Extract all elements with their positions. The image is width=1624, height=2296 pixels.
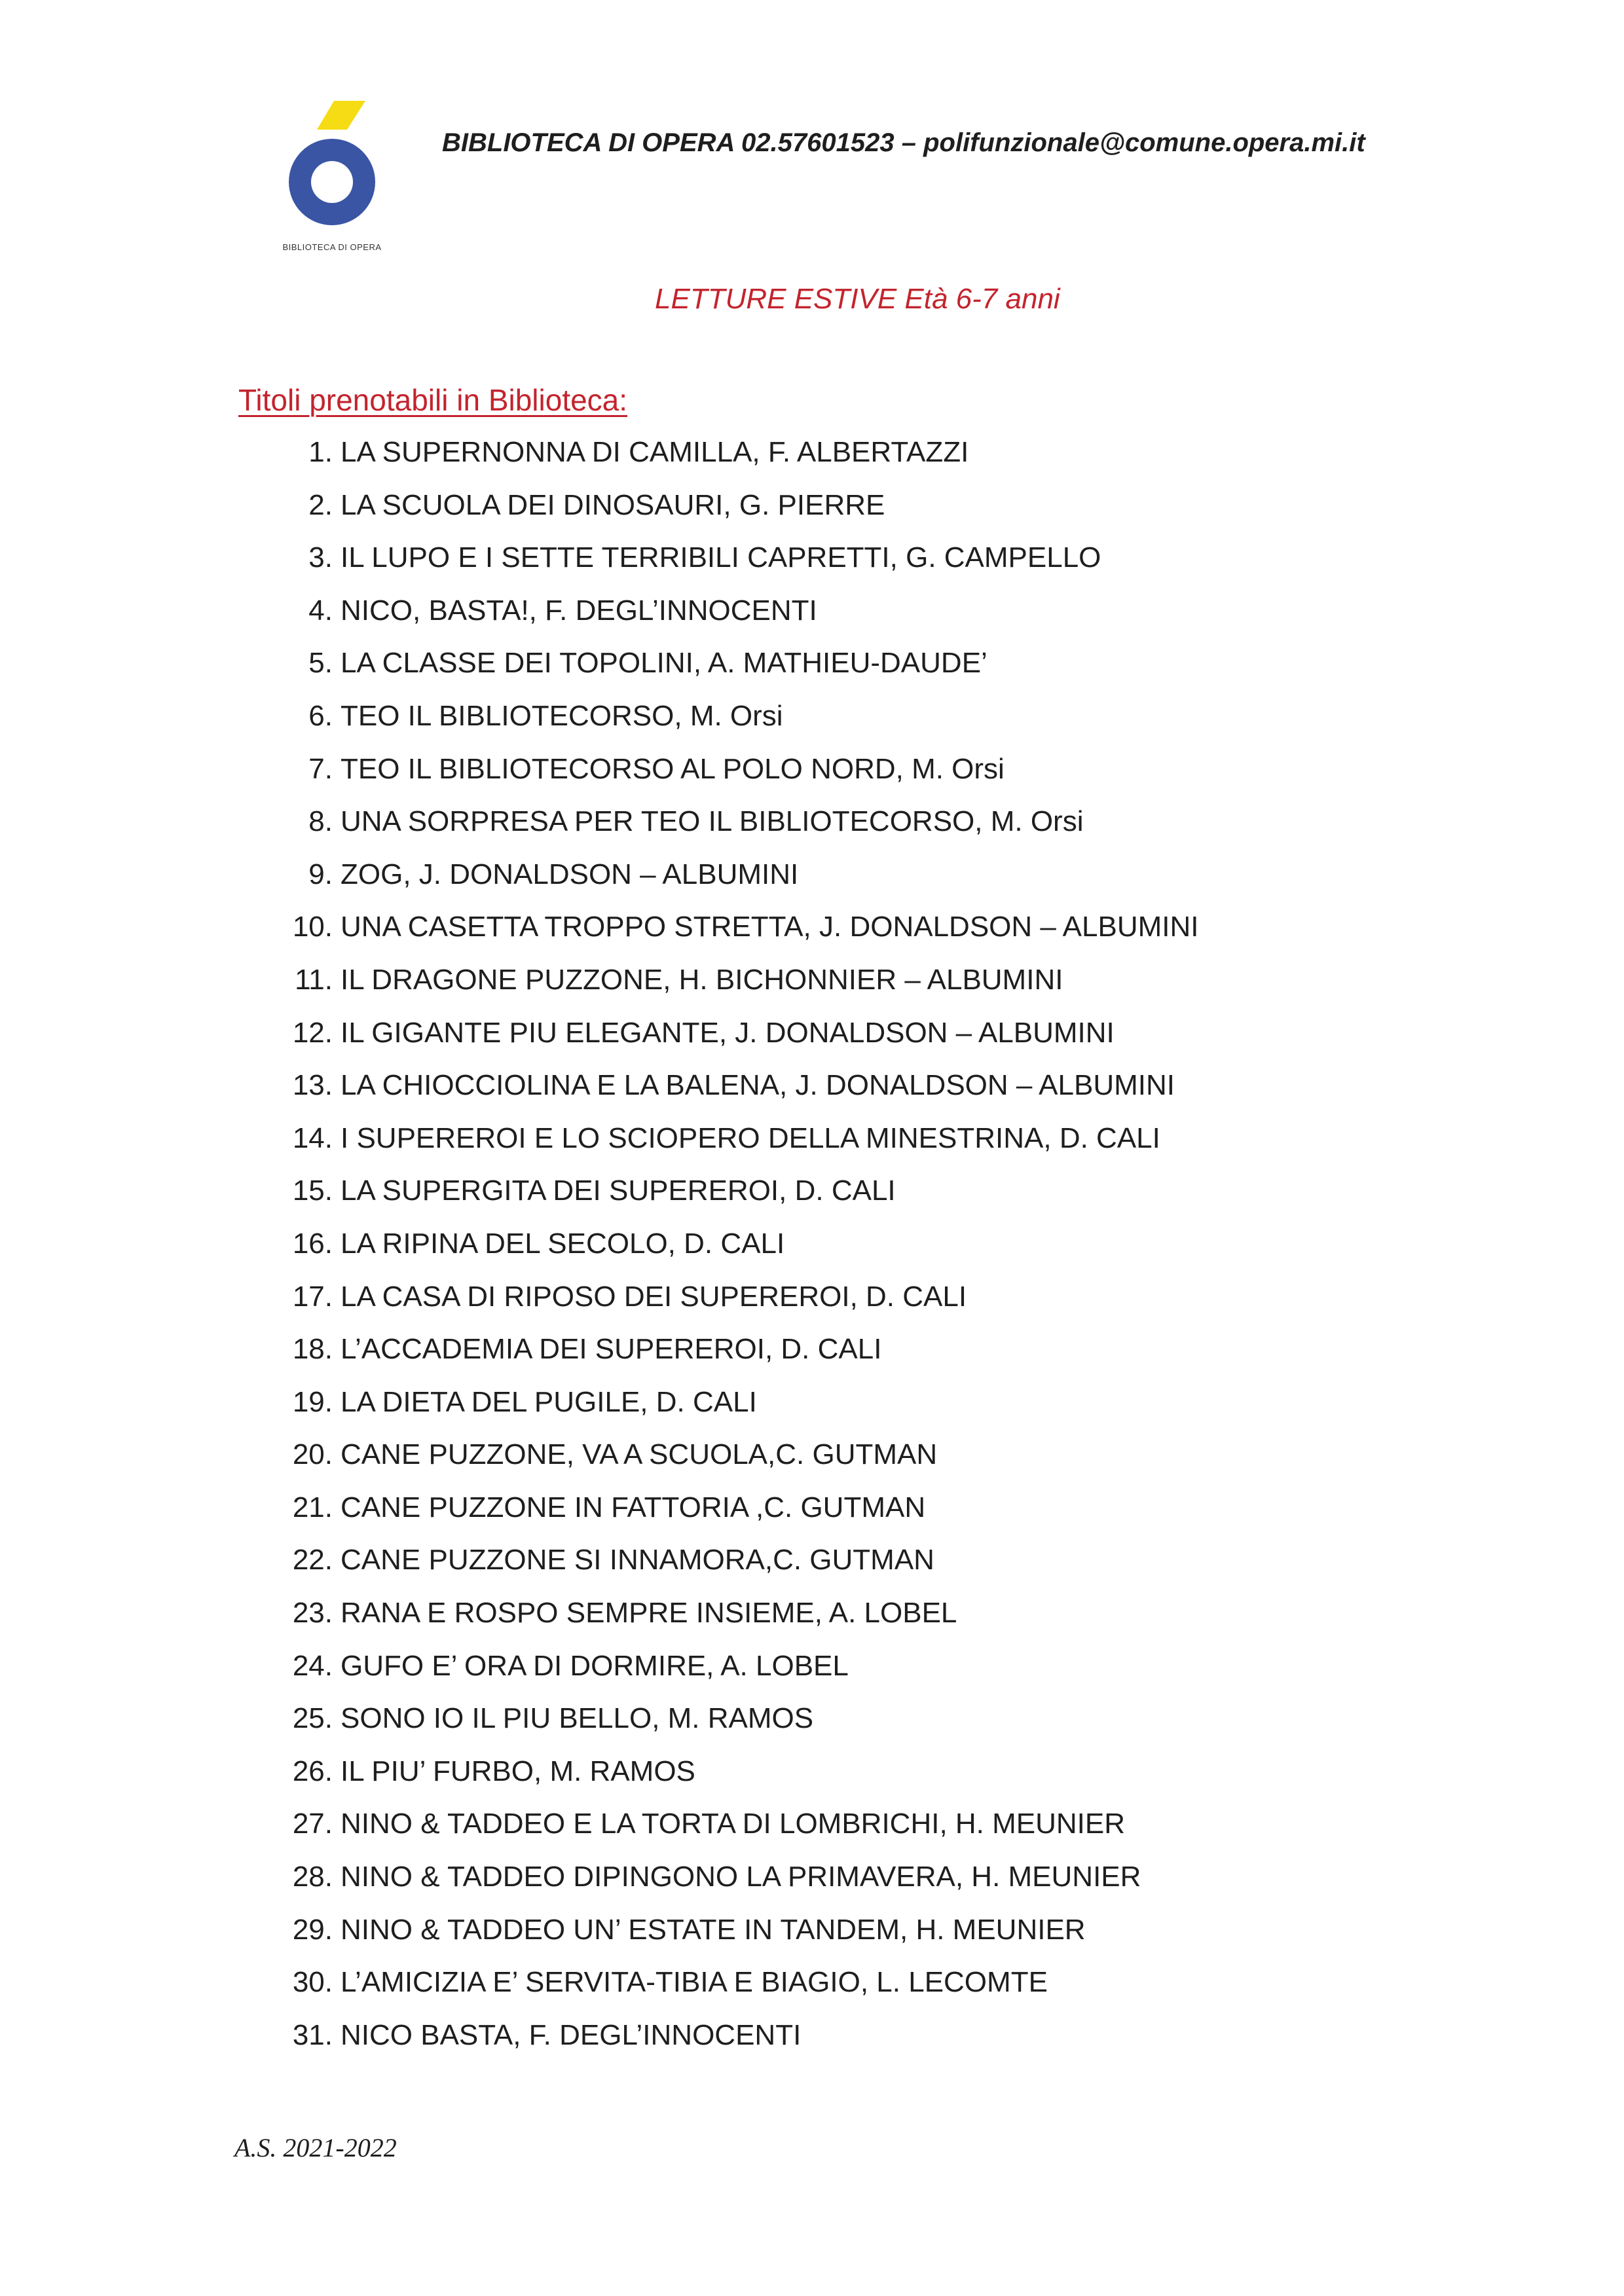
list-item-number: 8.	[308, 805, 333, 838]
list-item-title: IL GIGANTE PIU ELEGANTE, J. DONALDSON – ALBUMINI	[341, 1016, 1115, 1049]
logo-ring-hole	[311, 161, 353, 203]
list-item	[282, 1281, 1198, 1334]
list-item	[282, 858, 1198, 911]
list-item	[282, 1702, 1198, 1755]
list-item-number: 4.	[308, 594, 333, 627]
list-item-title: I SUPEREROI E LO SCIOPERO DELLA MINESTRINA, D. CALI	[341, 1121, 1160, 1154]
logo-caption: BIBLIOTECA DI OPERA	[282, 242, 382, 252]
list-item-title: IL LUPO E I SETTE TERRIBILI CAPRETTI, G. CAMPELLO	[341, 541, 1101, 574]
list-item-title: IL DRAGONE PUZZONE, H. BICHONNIER – ALBUMINI	[341, 963, 1063, 996]
list-item	[282, 1597, 1198, 1650]
list-item-title: NICO, BASTA!, F. DEGL’INNOCENTI	[341, 594, 817, 627]
list-item-title: LA CASA DI RIPOSO DEI SUPEREROI, D. CALI	[341, 1280, 967, 1313]
list-item-number: 13.	[292, 1069, 333, 1102]
list-item-number: 1.	[308, 436, 333, 468]
list-item-title: ZOG, J. DONALDSON – ALBUMINI	[341, 858, 799, 890]
list-item-number: 5.	[308, 647, 333, 680]
list-item	[282, 1808, 1198, 1861]
list-item	[282, 1175, 1198, 1228]
contact-line: BIBLIOTECA DI OPERA 02.57601523 – polifunzionale@comune.opera.mi.it	[442, 128, 1365, 157]
list-item	[282, 2019, 1198, 2072]
list-item	[282, 700, 1198, 753]
list-item-number: 20.	[292, 1438, 333, 1471]
list-item-number: 23.	[292, 1597, 333, 1630]
list-item-number: 6.	[308, 699, 333, 732]
list-item-title: TEO IL BIBLIOTECORSO, M. Orsi	[341, 699, 783, 732]
list-item	[282, 1438, 1198, 1491]
list-heading: Titoli prenotabili in Biblioteca:	[238, 383, 628, 417]
list-item-title: CANE PUZZONE SI INNAMORA,C. GUTMAN	[341, 1544, 934, 1576]
list-item-title: UNA SORPRESA PER TEO IL BIBLIOTECORSO, M. Orsi	[341, 805, 1084, 838]
list-item-title: RANA E ROSPO SEMPRE INSIEME, A. LOBEL	[341, 1597, 957, 1630]
list-item-number: 27.	[292, 1808, 333, 1840]
list-item	[282, 1544, 1198, 1597]
list-item-number: 29.	[292, 1913, 333, 1946]
list-item-number: 18.	[292, 1333, 333, 1366]
list-item-number: 17.	[292, 1280, 333, 1313]
list-item-title: SONO IO IL PIU BELLO, M. RAMOS	[341, 1702, 814, 1735]
list-item-number: 21.	[292, 1491, 333, 1523]
list-item	[282, 1333, 1198, 1386]
list-item-title: CANE PUZZONE, VA A SCUOLA,C. GUTMAN	[341, 1438, 938, 1471]
list-item	[282, 1228, 1198, 1281]
list-item	[282, 1650, 1198, 1703]
library-logo-icon	[274, 96, 390, 243]
list-item-number: 31.	[292, 2018, 333, 2051]
list-item	[282, 1755, 1198, 1808]
list-item-number: 2.	[308, 488, 333, 521]
list-item	[282, 647, 1198, 700]
list-item	[282, 753, 1198, 806]
list-item-number: 11.	[295, 963, 333, 996]
list-item-number: 14.	[292, 1121, 333, 1154]
list-item	[282, 1914, 1198, 1967]
list-item-title: NICO BASTA, F. DEGL’INNOCENTI	[341, 2018, 802, 2051]
list-item	[282, 1069, 1198, 1122]
school-year: A.S. 2021-2022	[234, 2133, 397, 2162]
list-item-number: 7.	[308, 752, 333, 785]
list-item-number: 9.	[308, 858, 333, 890]
list-item-title: GUFO E’ ORA DI DORMIRE, A. LOBEL	[341, 1649, 849, 1682]
list-item-number: 26.	[292, 1755, 333, 1787]
list-item-number: 22.	[292, 1544, 333, 1576]
list-item	[282, 1122, 1198, 1175]
logo-accent-shape	[317, 101, 365, 130]
list-item-number: 25.	[292, 1702, 333, 1735]
list-item	[282, 1966, 1198, 2019]
list-item	[282, 805, 1198, 858]
list-item	[282, 541, 1198, 594]
list-item-title: NINO & TADDEO E LA TORTA DI LOMBRICHI, H. MEUNIER	[341, 1808, 1126, 1840]
book-list	[282, 436, 1198, 2071]
page-title: LETTURE ESTIVE Età 6-7 anni	[655, 283, 1060, 315]
list-item-title: NINO & TADDEO DIPINGONO LA PRIMAVERA, H. MEUNIER	[341, 1861, 1141, 1893]
list-item	[282, 1017, 1198, 1070]
list-item-number: 3.	[308, 541, 333, 574]
list-item-title: NINO & TADDEO UN’ ESTATE IN TANDEM, H. MEUNIER	[341, 1913, 1086, 1946]
list-item-title: IL PIU’ FURBO, M. RAMOS	[341, 1755, 695, 1787]
list-item	[282, 1861, 1198, 1914]
list-item	[282, 1491, 1198, 1544]
list-item	[282, 489, 1198, 542]
list-item-title: TEO IL BIBLIOTECORSO AL POLO NORD, M. Orsi	[341, 752, 1005, 785]
list-item-title: LA SUPERNONNA DI CAMILLA, F. ALBERTAZZI	[341, 436, 969, 468]
list-item-title: LA SCUOLA DEI DINOSAURI, G. PIERRE	[341, 488, 885, 521]
list-item-number: 24.	[292, 1649, 333, 1682]
list-item-number: 10.	[292, 911, 333, 943]
library-logo	[274, 96, 390, 253]
list-item-title: UNA CASETTA TROPPO STRETTA, J. DONALDSON – ALBUMINI	[341, 911, 1199, 943]
list-item	[282, 1386, 1198, 1439]
list-item	[282, 964, 1198, 1017]
list-item	[282, 436, 1198, 489]
list-item-number: 30.	[292, 1966, 333, 1999]
list-item	[282, 911, 1198, 964]
list-item-title: LA CHIOCCIOLINA E LA BALENA, J. DONALDSON – ALBUMINI	[341, 1069, 1175, 1102]
list-item-number: 16.	[292, 1227, 333, 1260]
list-item-title: CANE PUZZONE IN FATTORIA ,C. GUTMAN	[341, 1491, 926, 1523]
list-item-title: LA RIPINA DEL SECOLO, D. CALI	[341, 1227, 785, 1260]
list-item-number: 28.	[292, 1861, 333, 1893]
list-item-title: L’ACCADEMIA DEI SUPEREROI, D. CALI	[341, 1333, 882, 1366]
list-item-number: 12.	[292, 1016, 333, 1049]
list-item-title: LA SUPERGITA DEI SUPEREROI, D. CALI	[341, 1175, 896, 1207]
list-item-number: 19.	[292, 1385, 333, 1418]
list-item-title: LA CLASSE DEI TOPOLINI, A. MATHIEU-DAUDE’	[341, 647, 987, 680]
list-item-title: LA DIETA DEL PUGILE, D. CALI	[341, 1385, 757, 1418]
list-item	[282, 594, 1198, 647]
list-item-number: 15.	[292, 1175, 333, 1207]
list-item-title: L’AMICIZIA E’ SERVITA-TIBIA E BIAGIO, L. LECOMTE	[341, 1966, 1048, 1999]
